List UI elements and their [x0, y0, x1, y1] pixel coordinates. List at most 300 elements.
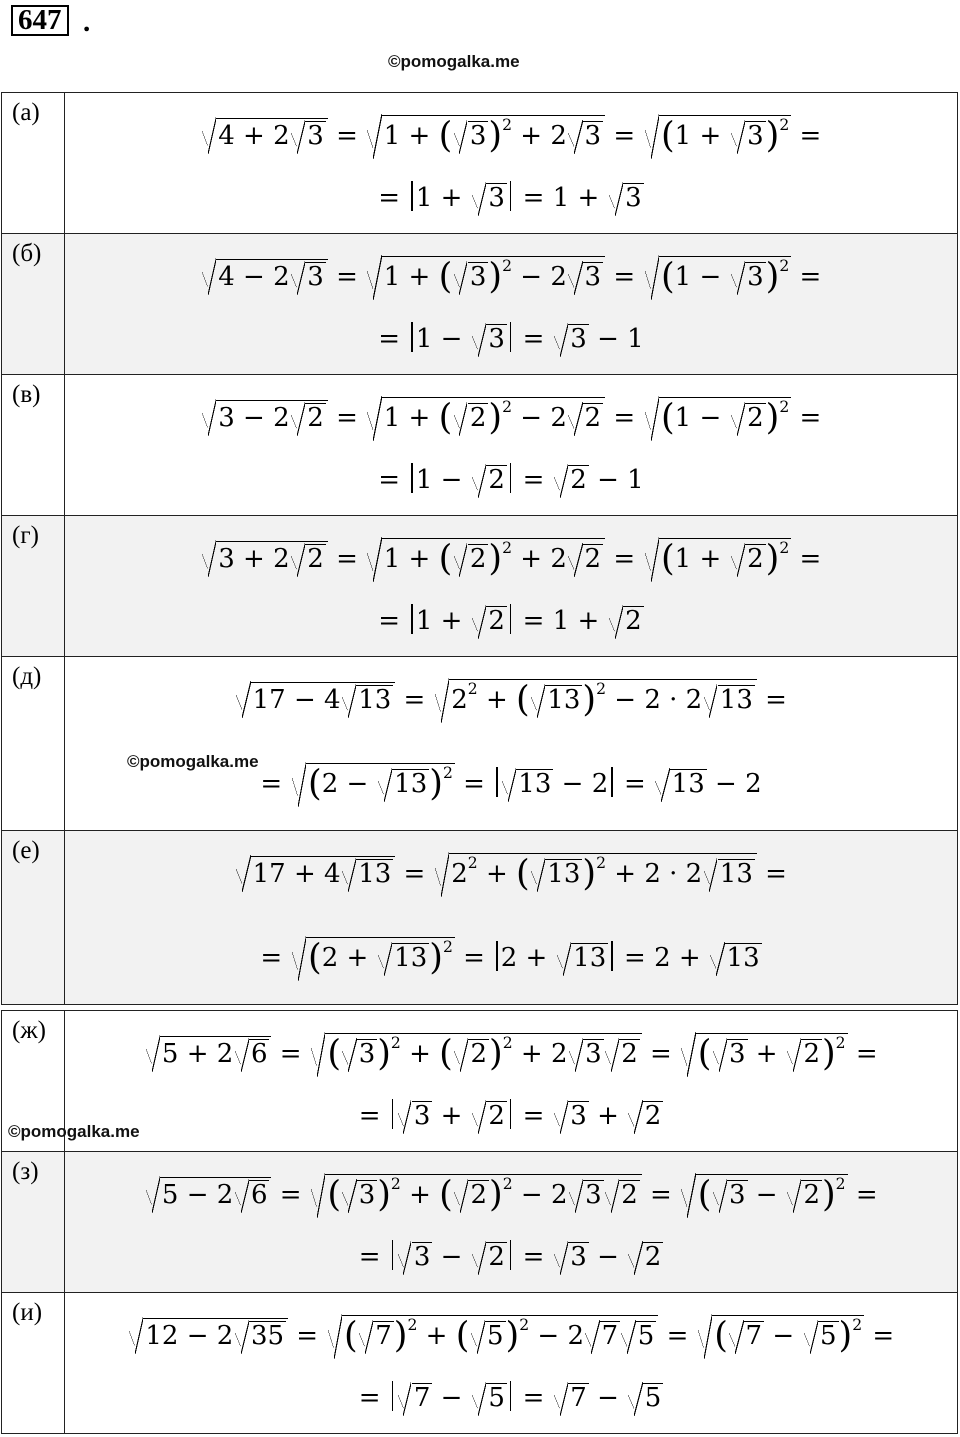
math-token: 2: [567, 1321, 585, 1351]
math-token: 13: [518, 769, 552, 799]
math-token: −: [520, 403, 543, 433]
math-token: 2: [273, 121, 290, 151]
radical: [786, 1037, 822, 1070]
abs-bar: [392, 1381, 394, 1411]
math-token: 2: [216, 1321, 234, 1351]
math-token: ·: [669, 685, 678, 715]
math-token: 2: [469, 403, 487, 433]
row-label: (г): [2, 516, 65, 657]
math-token: −: [186, 1180, 209, 1210]
math-token: −: [243, 262, 265, 292]
math-token: 1: [415, 183, 433, 213]
math-token: 3: [570, 324, 587, 354]
math-token: (: [660, 255, 675, 297]
math-token: 2: [550, 403, 567, 433]
equation-line: [65, 246, 957, 308]
math-token: 2: [390, 1174, 401, 1193]
math-token: ): [488, 255, 503, 297]
radical: [469, 1319, 505, 1352]
math-token: [216, 400, 328, 434]
math-token: [306, 937, 455, 978]
math-token: 3: [358, 1180, 376, 1210]
math-token: 1: [674, 121, 692, 151]
math-token: 3: [413, 1101, 431, 1131]
math-token: 2: [747, 403, 764, 433]
math-token: 2: [685, 685, 703, 715]
math-token: (: [438, 114, 453, 156]
radical: [608, 604, 644, 637]
radical: [567, 1037, 603, 1070]
math-token: 2: [644, 1242, 662, 1272]
math-token: 13: [726, 943, 760, 973]
math-token: 2: [779, 397, 790, 416]
math-token: −: [772, 1321, 795, 1351]
math-token: =: [378, 183, 401, 213]
math-token: 2: [442, 763, 453, 782]
math-token: 1: [415, 606, 433, 636]
math-token: (: [660, 396, 675, 438]
math-token: ): [765, 396, 780, 438]
equation-line: [65, 927, 957, 989]
radical: [627, 1240, 663, 1273]
math-token: +: [440, 183, 463, 213]
equation-cell: [65, 1152, 958, 1293]
math-token: 4: [324, 859, 341, 889]
math-token: =: [624, 943, 646, 973]
math-token: (: [438, 255, 453, 297]
abs-bar: [392, 1240, 394, 1270]
math-token: 2: [570, 465, 587, 495]
row-g: [2, 516, 958, 657]
math-token: (: [439, 1173, 453, 1215]
math-token: [160, 1036, 272, 1070]
math-token: [449, 679, 757, 720]
equation-line: [65, 105, 957, 167]
math-token: ): [489, 1032, 503, 1074]
math-token: 2: [273, 403, 290, 433]
radical: [471, 1381, 507, 1414]
math-token: 3: [585, 1180, 602, 1210]
row-label: (е): [2, 831, 65, 1005]
math-token: +: [293, 859, 316, 889]
math-token: =: [613, 121, 636, 151]
math-token: −: [293, 685, 316, 715]
math-token: +: [597, 1101, 619, 1131]
math-token: 4: [218, 121, 235, 151]
math-token: 4: [324, 685, 341, 715]
math-token: =: [378, 324, 401, 354]
math-token: 1: [627, 324, 644, 354]
radical: [358, 1319, 394, 1352]
math-token: 2: [488, 1101, 505, 1131]
radical: [643, 254, 791, 297]
radical: [453, 1178, 489, 1211]
math-token: 2: [519, 1315, 530, 1334]
math-token: 2: [779, 538, 790, 557]
math-token: 2: [307, 403, 324, 433]
math-token: ): [377, 1173, 391, 1215]
radical: [567, 260, 603, 293]
math-token: 2: [470, 1180, 487, 1210]
radical: [233, 1178, 269, 1211]
abs-bar: [411, 604, 413, 634]
radical: [471, 1240, 507, 1273]
math-token: =: [378, 465, 401, 495]
radical: [366, 536, 605, 579]
math-token: 13: [358, 685, 392, 715]
math-token: 3: [218, 403, 235, 433]
watermark: ©pomogalka.me: [388, 52, 520, 71]
math-token: ): [582, 852, 597, 894]
math-token: 2: [502, 538, 513, 557]
math-token: 2: [467, 679, 478, 698]
radical: [711, 1037, 747, 1070]
row-a: [2, 93, 958, 234]
math-token: =: [463, 943, 485, 973]
math-token: (: [660, 114, 675, 156]
math-token: −: [243, 403, 265, 433]
math-token: −: [440, 324, 463, 354]
equation-cell: [65, 1293, 958, 1434]
math-token: (: [714, 1314, 728, 1356]
math-token: (: [455, 1314, 470, 1356]
math-token: 3: [747, 121, 764, 151]
math-token: ): [488, 537, 503, 579]
watermark: ©pomogalka.me: [8, 1122, 140, 1141]
radical: [697, 1313, 865, 1356]
math-token: =: [463, 769, 485, 799]
math-token: 7: [413, 1383, 431, 1413]
math-token: 1: [383, 544, 401, 574]
math-token: [696, 1174, 848, 1215]
math-token: 2: [654, 943, 671, 973]
math-token: [659, 538, 791, 579]
math-token: 3: [488, 324, 505, 354]
math-token: 1: [552, 183, 570, 213]
math-token: 1: [627, 465, 644, 495]
math-token: [659, 115, 791, 156]
math-token: 2: [216, 1039, 234, 1069]
math-token: +: [243, 121, 265, 151]
math-token: =: [650, 1180, 672, 1210]
math-token: +: [485, 685, 508, 715]
abs-bar: [510, 463, 512, 493]
math-token: 2: [550, 262, 567, 292]
radical: [201, 539, 328, 575]
math-token: =: [279, 1180, 302, 1210]
radical: [452, 260, 488, 293]
math-token: 5: [487, 1321, 504, 1351]
math-token: =: [522, 606, 545, 636]
math-token: 2: [502, 397, 513, 416]
row-label: (а): [2, 93, 65, 234]
math-token: 2: [644, 1101, 662, 1131]
math-token: [251, 682, 396, 716]
math-token: −: [597, 465, 619, 495]
math-token: [325, 1033, 641, 1074]
abs-bar: [611, 767, 613, 797]
row-v: [2, 375, 958, 516]
math-token: 1: [674, 544, 692, 574]
math-token: 2: [685, 859, 703, 889]
math-token: 2: [502, 256, 513, 275]
math-token: 2: [488, 606, 505, 636]
math-token: 1: [383, 121, 401, 151]
radical: [501, 767, 554, 800]
math-token: [160, 1177, 272, 1211]
row-label: (в): [2, 375, 65, 516]
equation-cell: [65, 93, 958, 234]
radical: [702, 857, 755, 890]
math-token: 2: [644, 685, 661, 715]
math-token: 13: [394, 769, 428, 799]
math-token: =: [624, 769, 646, 799]
math-token: 2: [500, 943, 518, 973]
watermark: ©pomogalka.me: [127, 752, 259, 771]
math-token: 5: [161, 1180, 179, 1210]
math-token: −: [440, 465, 463, 495]
math-token: 2: [488, 465, 505, 495]
math-token: +: [577, 183, 600, 213]
abs-bar: [496, 767, 498, 797]
radical: [471, 604, 507, 637]
math-token: [712, 1315, 864, 1356]
math-token: 13: [358, 859, 392, 889]
radical: [730, 542, 766, 575]
math-token: 3: [584, 121, 602, 151]
math-token: 13: [547, 685, 581, 715]
math-token: =: [522, 465, 545, 495]
math-token: 3: [625, 183, 642, 213]
math-token: 6: [250, 1039, 268, 1069]
equation-line: [65, 1085, 957, 1147]
math-token: 17: [252, 859, 286, 889]
math-token: 3: [413, 1242, 431, 1272]
radical: [310, 1031, 642, 1074]
math-token: 2: [584, 403, 602, 433]
math-token: 12: [145, 1321, 179, 1351]
math-token: ): [489, 1173, 503, 1215]
equation-cell: [65, 1011, 958, 1152]
math-token: −: [520, 262, 543, 292]
math-token: 3: [218, 544, 235, 574]
radical: [341, 857, 394, 890]
radical: [680, 1172, 848, 1215]
math-token: 2: [596, 853, 606, 872]
radical: [643, 113, 791, 156]
math-token: 2: [407, 1315, 418, 1334]
math-token: ): [765, 255, 780, 297]
radical: [396, 1240, 432, 1273]
math-token: 2: [747, 544, 764, 574]
math-token: +: [614, 859, 637, 889]
math-token: 2: [584, 544, 602, 574]
math-token: ): [821, 1032, 836, 1074]
math-token: 2: [591, 769, 609, 799]
math-token: 1: [415, 324, 433, 354]
math-token: ): [821, 1173, 836, 1215]
radical: [290, 401, 326, 434]
math-token: ): [429, 762, 443, 804]
math-token: +: [699, 121, 722, 151]
radical: [235, 854, 395, 890]
math-token: [216, 118, 328, 152]
math-token: ·: [669, 859, 678, 889]
math-token: 3: [488, 183, 505, 213]
math-token: [306, 763, 455, 804]
math-token: −: [715, 769, 737, 799]
radical: [556, 941, 609, 974]
math-token: 3: [469, 262, 487, 292]
math-token: +: [485, 859, 508, 889]
radical: [201, 257, 328, 293]
solutions-table-1: [1, 92, 958, 1005]
math-token: [659, 256, 791, 297]
math-token: [382, 115, 605, 156]
problem-number: 647: [11, 5, 69, 36]
math-token: [659, 397, 791, 438]
math-token: 3: [584, 262, 602, 292]
math-token: ): [393, 1314, 408, 1356]
radical: [702, 683, 755, 716]
math-token: 2: [803, 1180, 820, 1210]
row-label: (з): [2, 1152, 65, 1293]
abs-bar: [510, 181, 512, 211]
radical: [366, 395, 605, 438]
math-token: =: [336, 262, 358, 292]
math-token: =: [666, 1321, 689, 1351]
row-zh: [2, 1011, 958, 1152]
row-label: (ж): [2, 1011, 65, 1152]
row-label: (и): [2, 1293, 65, 1434]
math-token: +: [678, 943, 701, 973]
math-token: 2: [550, 121, 567, 151]
radical: [144, 1034, 271, 1070]
math-token: =: [358, 1383, 381, 1413]
equation-line: [65, 1226, 957, 1288]
math-token: 2: [502, 1033, 513, 1052]
math-token: 2: [442, 937, 453, 956]
radical: [604, 1178, 640, 1211]
math-token: [382, 256, 605, 297]
radical: [709, 941, 762, 974]
radical: [567, 119, 603, 152]
math-token: 3: [469, 121, 487, 151]
math-token: −: [755, 1180, 778, 1210]
math-token: 2: [470, 1039, 487, 1069]
math-token: 7: [601, 1321, 619, 1351]
math-token: =: [613, 262, 636, 292]
math-token: 2: [621, 1180, 638, 1210]
radical: [235, 680, 395, 716]
math-token: ): [838, 1314, 853, 1356]
radical: [233, 1037, 269, 1070]
radical: [434, 677, 757, 720]
math-token: 5: [161, 1039, 179, 1069]
math-token: =: [613, 544, 636, 574]
math-token: (: [660, 537, 675, 579]
math-token: [342, 1315, 658, 1356]
math-token: +: [755, 1039, 778, 1069]
math-token: [216, 259, 328, 293]
math-token: 2: [745, 769, 762, 799]
math-token: =: [765, 685, 787, 715]
math-token: 3: [728, 1039, 746, 1069]
radical: [567, 542, 603, 575]
math-token: 2: [469, 544, 487, 574]
radical: [553, 1240, 589, 1273]
math-token: +: [408, 121, 431, 151]
math-token: =: [650, 1039, 672, 1069]
math-token: 3: [307, 121, 324, 151]
math-token: 2: [451, 685, 468, 715]
math-token: 2: [390, 1033, 401, 1052]
math-token: =: [522, 1242, 545, 1272]
equation-line: [65, 308, 957, 370]
math-token: +: [520, 121, 543, 151]
radical: [604, 1037, 640, 1070]
radical: [341, 683, 394, 716]
math-token: 2: [852, 1315, 863, 1334]
equation-line: [65, 167, 957, 229]
math-token: 2: [273, 262, 290, 292]
math-token: +: [440, 606, 463, 636]
math-token: (: [438, 396, 453, 438]
radical: [377, 767, 430, 800]
math-token: ): [488, 396, 503, 438]
math-token: 2: [321, 943, 339, 973]
radical: [553, 1381, 589, 1414]
math-token: [251, 856, 396, 890]
math-token: +: [425, 1321, 448, 1351]
radical: [730, 119, 766, 152]
radical: [620, 1319, 656, 1352]
row-e: [2, 831, 958, 1005]
math-token: 1: [674, 403, 692, 433]
math-token: =: [279, 1039, 302, 1069]
math-token: =: [799, 262, 822, 292]
math-token: 2: [644, 859, 661, 889]
abs-bar: [411, 181, 413, 211]
equation-cell: [65, 657, 958, 831]
math-token: (: [697, 1173, 712, 1215]
math-token: 1: [383, 403, 401, 433]
radical: [728, 1319, 764, 1352]
abs-bar: [392, 1099, 394, 1129]
math-token: =: [522, 1101, 545, 1131]
math-token: 3: [585, 1039, 602, 1069]
math-token: 2: [467, 853, 478, 872]
math-token: [382, 538, 605, 579]
radical: [530, 683, 583, 716]
math-token: +: [525, 943, 548, 973]
math-token: 1: [674, 262, 692, 292]
equation-line: [65, 1023, 957, 1085]
math-token: 2: [550, 1039, 568, 1069]
abs-bar: [510, 1099, 512, 1129]
math-token: =: [358, 1242, 381, 1272]
radical: [326, 1313, 658, 1356]
radical: [396, 1099, 432, 1132]
math-token: 2: [550, 1180, 568, 1210]
math-token: =: [613, 403, 636, 433]
math-token: −: [440, 1383, 463, 1413]
math-token: =: [296, 1321, 319, 1351]
radical: [786, 1178, 822, 1211]
math-token: −: [440, 1242, 463, 1272]
math-token: [449, 853, 757, 894]
radical: [608, 181, 644, 214]
